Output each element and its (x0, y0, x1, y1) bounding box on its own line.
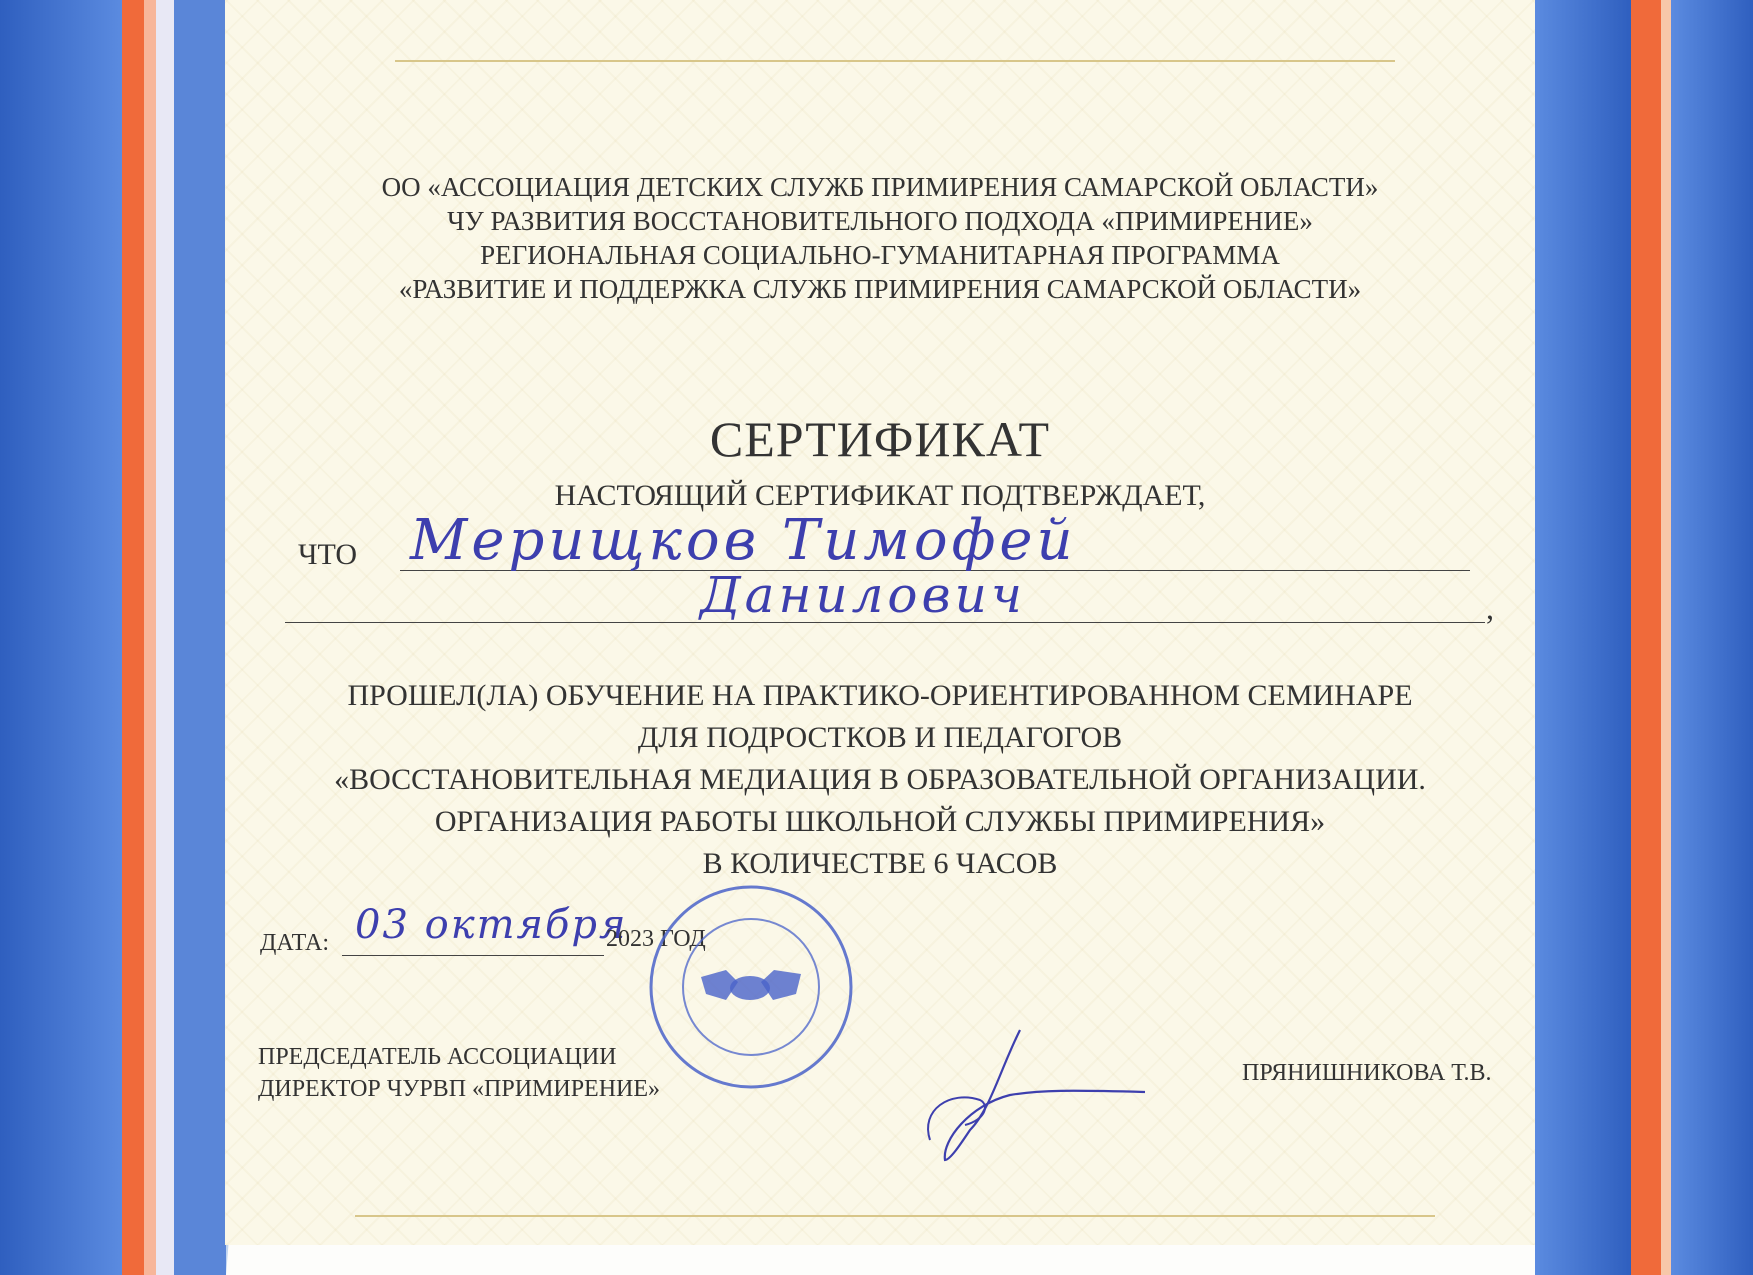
signer-name: ПРЯНИШНИКОВА Т.В. (1242, 1060, 1492, 1086)
recipient-name-line-1: Мерищков Тимофей (410, 508, 1077, 573)
body-line-3: «ВОССТАНОВИТЕЛЬНАЯ МЕДИАЦИЯ В ОБРАЗОВАТЕЛЬНОЙ ОРГАНИЗАЦИИ. (334, 763, 1426, 796)
certificate-title: СЕРТИФИКАТ (709, 411, 1051, 467)
signer-title-1: ПРЕДСЕДАТЕЛЬ АССОЦИАЦИИ (258, 1044, 617, 1070)
header-line-4: «РАЗВИТИЕ И ПОДДЕРЖКА СЛУЖБ ПРИМИРЕНИЯ САМАРСКОЙ ОБЛАСТИ» (398, 274, 1362, 304)
confirms-line: НАСТОЯЩИЙ СЕРТИФИКАТ ПОДТВЕРЖДАЕТ, (554, 479, 1206, 512)
header-line-2: ЧУ РАЗВИТИЯ ВОССТАНОВИТЕЛЬНОГО ПОДХОДА «ПРИМИРЕНИЕ» (447, 206, 1313, 236)
body-line-4: ОРГАНИЗАЦИЯ РАБОТЫ ШКОЛЬНОЙ СЛУЖБЫ ПРИМИРЕНИЯ» (434, 805, 1326, 838)
body-line-1: ПРОШЕЛ(ЛА) ОБУЧЕНИЕ НА ПРАКТИКО-ОРИЕНТИРОВАННОМ СЕМИНАРЕ (347, 679, 1413, 712)
body-line-5: В КОЛИЧЕСТВЕ 6 ЧАСОВ (702, 847, 1058, 880)
recipient-name-line-2: Данилович (700, 566, 1026, 624)
date-year: 2023 ГОД (606, 926, 706, 952)
signer-title-2: ДИРЕКТОР ЧУРВП «ПРИМИРЕНИЕ» (258, 1076, 661, 1102)
date-underline (342, 955, 604, 956)
date-handwritten: 03 октября (355, 902, 628, 948)
handwritten-signature (890, 1020, 1150, 1170)
top-ornament (395, 60, 1395, 62)
stamp-seal (646, 882, 856, 1092)
bottom-ornament (355, 1215, 1435, 1217)
header-line-3: РЕГИОНАЛЬНАЯ СОЦИАЛЬНО-ГУМАНИТАРНАЯ ПРОГРАММА (480, 240, 1280, 270)
date-label: ДАТА: (260, 930, 330, 956)
that-label: ЧТО (298, 538, 358, 571)
name-comma: , (1486, 590, 1494, 626)
body-line-2: ДЛЯ ПОДРОСТКОВ И ПЕДАГОГОВ (637, 721, 1123, 754)
header-line-1: ОО «АССОЦИАЦИЯ ДЕТСКИХ СЛУЖБ ПРИМИРЕНИЯ САМАРСКОЙ ОБЛАСТИ» (381, 172, 1379, 202)
